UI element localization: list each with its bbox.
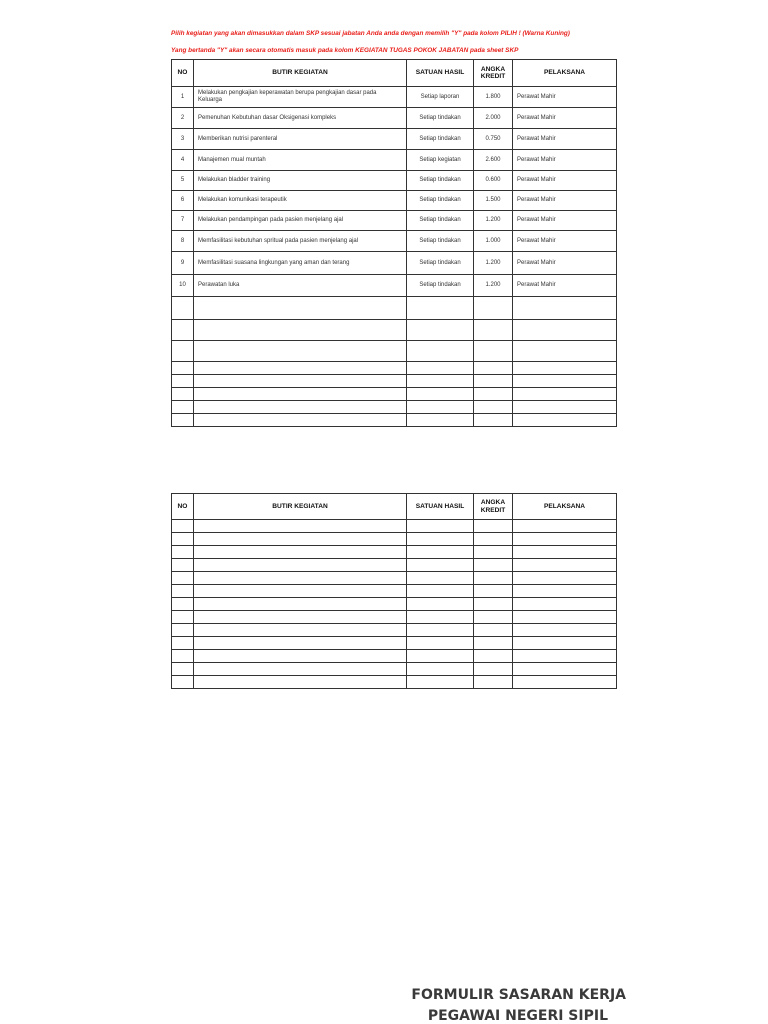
activities-table-2 [171,493,617,689]
table-row [172,211,617,231]
empty-row [172,320,617,341]
cell-butir-kegiatan: Memfasilitasi kebutuhan spritual pada pasien menjelang ajal [194,231,407,252]
empty-cell [513,676,617,689]
empty-cell [194,676,407,689]
col-header-no: NO [172,60,194,87]
cell-butir-kegiatan: Melakukan pengkajian keperawatan berupa pengkajian dasar pada Keluarga [194,87,407,108]
cell-pelaksana: Perawat Mahir [513,108,617,129]
empty-row [172,663,617,676]
empty-cell [172,559,194,572]
table-header-row [172,494,617,520]
cell-satuan-hasil: Setiap kegiatan [407,150,474,171]
cell-butir-kegiatan: Memfasilitasi suasana lingkungan yang aman dan terang [194,252,407,275]
empty-cell [513,414,617,427]
empty-cell [407,533,474,546]
empty-cell [513,663,617,676]
cell-satuan-hasil: Setiap tindakan [407,129,474,150]
empty-cell [407,520,474,533]
empty-cell [194,341,407,362]
empty-cell [474,341,513,362]
empty-row [172,611,617,624]
cell-butir-kegiatan: Memberikan nutrisi parenteral [194,129,407,150]
cell-angka-kredit: 1.200 [474,211,513,231]
empty-cell [513,650,617,663]
col-header-butir: BUTIR KEGIATAN [194,60,407,87]
cell-angka-kredit: 2.600 [474,150,513,171]
empty-cell [513,637,617,650]
table-row [172,87,617,108]
cell-no: 1 [172,87,194,108]
empty-row [172,533,617,546]
empty-cell [513,533,617,546]
table-row [172,252,617,275]
empty-cell [194,611,407,624]
table-row [172,150,617,171]
empty-cell [407,388,474,401]
col-header-angka-kredit: ANGKA KREDIT [474,494,513,520]
cell-butir-kegiatan: Manajemen mual muntah [194,150,407,171]
empty-cell [474,572,513,585]
empty-row [172,520,617,533]
empty-cell [474,611,513,624]
empty-cell [407,598,474,611]
empty-row [172,388,617,401]
empty-cell [172,297,194,320]
empty-cell [194,637,407,650]
cell-satuan-hasil: Setiap tindakan [407,252,474,275]
col-header-pelaksana: PELAKSANA [513,60,617,87]
empty-cell [172,637,194,650]
empty-row [172,559,617,572]
empty-cell [474,320,513,341]
empty-cell [194,362,407,375]
empty-cell [513,611,617,624]
cell-pelaksana: Perawat Mahir [513,211,617,231]
empty-cell [172,341,194,362]
cell-no: 8 [172,231,194,252]
empty-cell [194,546,407,559]
empty-cell [194,375,407,388]
cell-pelaksana: Perawat Mahir [513,129,617,150]
empty-cell [172,533,194,546]
empty-cell [474,388,513,401]
empty-row [172,650,617,663]
empty-cell [474,663,513,676]
empty-cell [194,320,407,341]
empty-row [172,585,617,598]
table-row [172,231,617,252]
empty-cell [172,388,194,401]
empty-cell [513,598,617,611]
empty-cell [407,401,474,414]
table-row [172,108,617,129]
cell-angka-kredit: 2.000 [474,108,513,129]
empty-row [172,572,617,585]
empty-cell [172,362,194,375]
cell-pelaksana: Perawat Mahir [513,150,617,171]
cell-angka-kredit: 1.200 [474,275,513,297]
instruction-note-1: Pilih kegiatan yang akan dimasukkan dalam SKP sesuai jabatan Anda anda dengan memilih "Y" pada kolom PILIH ! (Warna Kuning) [171,30,570,37]
empty-cell [513,585,617,598]
empty-cell [474,401,513,414]
empty-cell [407,375,474,388]
table-row [172,275,617,297]
empty-cell [407,559,474,572]
empty-cell [513,362,617,375]
col-header-angka-kredit: ANGKA KREDIT [474,60,513,87]
cell-satuan-hasil: Setiap tindakan [407,191,474,211]
form-title-line-2: PEGAWAI NEGERI SIPIL [427,1008,608,1024]
cell-no: 2 [172,108,194,129]
table-row [172,129,617,150]
empty-row [172,546,617,559]
cell-no: 4 [172,150,194,171]
cell-no: 5 [172,171,194,191]
empty-cell [194,663,407,676]
cell-angka-kredit: 1.500 [474,191,513,211]
empty-cell [407,297,474,320]
empty-cell [474,546,513,559]
cell-angka-kredit: 1.800 [474,87,513,108]
empty-cell [474,676,513,689]
empty-cell [407,572,474,585]
cell-angka-kredit: 1.200 [474,252,513,275]
cell-butir-kegiatan: Melakukan komunikasi terapeutik [194,191,407,211]
empty-cell [474,598,513,611]
empty-cell [172,624,194,637]
col-header-pelaksana: PELAKSANA [513,494,617,520]
cell-angka-kredit: 0.600 [474,171,513,191]
cell-butir-kegiatan: Melakukan bladder training [194,171,407,191]
cell-no: 9 [172,252,194,275]
empty-cell [194,598,407,611]
empty-cell [513,401,617,414]
empty-cell [172,598,194,611]
cell-no: 3 [172,129,194,150]
cell-butir-kegiatan: Pemenuhan Kebutuhan dasar Oksigenasi kompleks [194,108,407,129]
empty-cell [407,650,474,663]
cell-no: 10 [172,275,194,297]
empty-cell [513,375,617,388]
empty-row [172,598,617,611]
empty-row [172,362,617,375]
empty-cell [513,341,617,362]
empty-cell [474,414,513,427]
cell-satuan-hasil: Setiap tindakan [407,231,474,252]
empty-cell [194,559,407,572]
empty-cell [172,375,194,388]
empty-cell [474,624,513,637]
cell-pelaksana: Perawat Mahir [513,191,617,211]
empty-cell [513,572,617,585]
empty-cell [172,520,194,533]
empty-cell [407,624,474,637]
empty-cell [407,320,474,341]
empty-cell [407,676,474,689]
empty-cell [474,362,513,375]
empty-cell [172,676,194,689]
cell-pelaksana: Perawat Mahir [513,231,617,252]
cell-butir-kegiatan: Perawatan luka [194,275,407,297]
cell-pelaksana: Perawat Mahir [513,87,617,108]
empty-cell [194,520,407,533]
empty-cell [513,546,617,559]
empty-cell [172,572,194,585]
empty-cell [407,663,474,676]
empty-cell [407,611,474,624]
cell-satuan-hasil: Setiap tindakan [407,275,474,297]
cell-satuan-hasil: Setiap laporan [407,87,474,108]
empty-cell [474,533,513,546]
form-title-line-1: FORMULIR SASARAN KERJA [411,987,626,1003]
empty-cell [172,585,194,598]
empty-cell [513,297,617,320]
cell-pelaksana: Perawat Mahir [513,171,617,191]
empty-row [172,341,617,362]
empty-cell [513,520,617,533]
empty-cell [407,546,474,559]
empty-row [172,401,617,414]
empty-cell [474,297,513,320]
activities-table [171,59,617,427]
empty-cell [513,559,617,572]
instruction-note-2: Yang bertanda "Y" akan secara otomatis masuk pada kolom KEGIATAN TUGAS POKOK JABATAN pada sheet SKP [171,47,519,54]
cell-satuan-hasil: Setiap tindakan [407,211,474,231]
empty-row [172,297,617,320]
cell-butir-kegiatan: Melakukan pendampingan pada pasien menjelang ajal [194,211,407,231]
empty-cell [172,401,194,414]
empty-row [172,624,617,637]
empty-cell [513,388,617,401]
col-header-satuan: SATUAN HASIL [407,494,474,520]
empty-cell [407,585,474,598]
empty-cell [194,572,407,585]
empty-cell [407,362,474,375]
empty-cell [194,650,407,663]
empty-cell [194,297,407,320]
empty-cell [172,546,194,559]
cell-no: 6 [172,191,194,211]
empty-cell [407,341,474,362]
empty-cell [513,320,617,341]
empty-cell [513,624,617,637]
empty-cell [407,637,474,650]
empty-cell [172,663,194,676]
empty-row [172,414,617,427]
cell-angka-kredit: 1.000 [474,231,513,252]
cell-angka-kredit: 0.750 [474,129,513,150]
col-header-no: NO [172,494,194,520]
col-header-butir: BUTIR KEGIATAN [194,494,407,520]
empty-cell [172,320,194,341]
empty-cell [172,650,194,663]
empty-cell [194,401,407,414]
empty-cell [474,520,513,533]
empty-cell [194,414,407,427]
empty-cell [172,414,194,427]
empty-row [172,676,617,689]
cell-pelaksana: Perawat Mahir [513,252,617,275]
empty-cell [194,624,407,637]
empty-cell [474,585,513,598]
empty-row [172,375,617,388]
empty-cell [194,533,407,546]
empty-row [172,637,617,650]
cell-satuan-hasil: Setiap tindakan [407,171,474,191]
cell-satuan-hasil: Setiap tindakan [407,108,474,129]
table-header-row [172,60,617,87]
table-row [172,191,617,211]
empty-cell [194,388,407,401]
empty-cell [194,585,407,598]
cell-pelaksana: Perawat Mahir [513,275,617,297]
empty-cell [474,637,513,650]
empty-cell [474,375,513,388]
empty-cell [407,414,474,427]
cell-no: 7 [172,211,194,231]
table-row [172,171,617,191]
empty-cell [474,650,513,663]
empty-cell [172,611,194,624]
empty-cell [474,559,513,572]
col-header-satuan: SATUAN HASIL [407,60,474,87]
